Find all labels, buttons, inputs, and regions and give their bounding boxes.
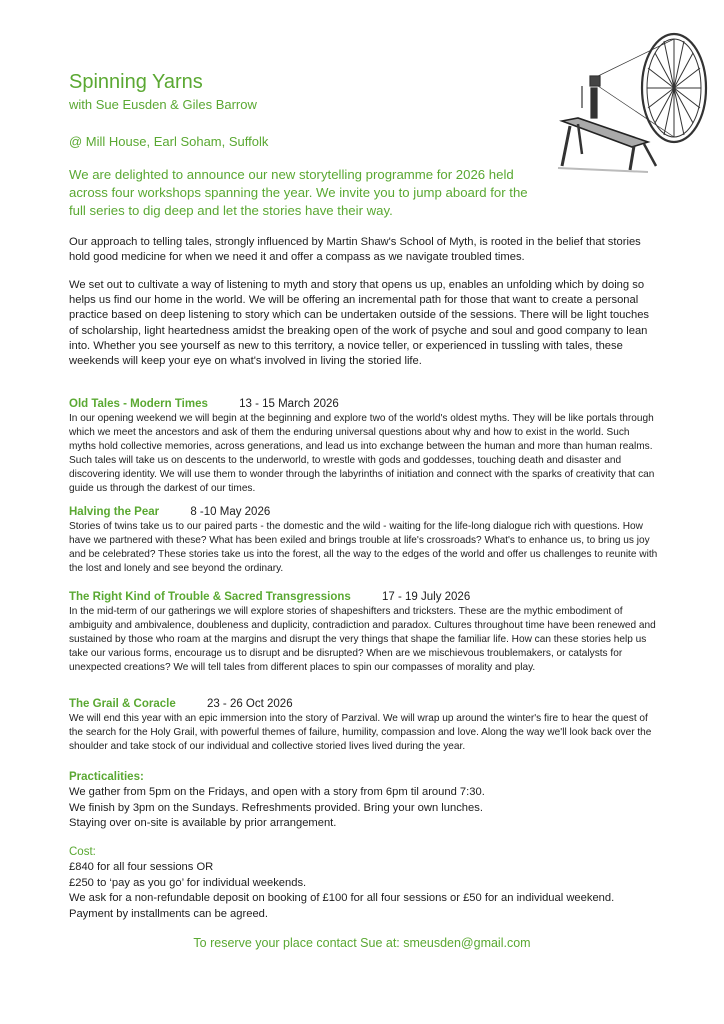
cost-section [69, 845, 659, 922]
session-title: The Grail & Coracle [69, 698, 176, 710]
practicalities-line: We gather from 5pm on the Fridays, and open with a story from 6pm til around 7:30. [69, 786, 485, 798]
session-description: Stories of twins take us to our paired parts - the domestic and the wild - waiting for the life-long dialogue rich with questions. How have we partnered with these? What has been exiled and brings trouble at life's crossroads? What's to enhance us, to bring us joy and be celebrated? These stories take us into the forest, all the way to the edges of the world and offer us challenges to reunite with the lost and lonely and see beyond the ordinary. [69, 521, 658, 574]
intro-text: We are delighted to announce our new storytelling programme for 2026 held across four workshops spanning the year. We invite you to jump aboard for the full series to dig deep and let the stories have their way. [69, 167, 528, 218]
session-date: 8 -10 May 2026 [190, 506, 271, 518]
cultivate-paragraph: We set out to cultivate a way of listening to myth and story that opens us up, enables an unfolding which by doing so helps us find our home in the world. We will be offering an incremental path for those that want to create a personal practice based on deep listening to story which can be undertaken outside of the sessions. There will be light touches of scholarship, light heartedness amidst the breaking open of the work of psyche and soul and good company to lean into. Whether you see yourself as new to this territory, a novice teller, or experienced in tussling with tales, these weekends will keep your eye on what's involved in living the storied life. [69, 279, 650, 368]
session-1 [69, 397, 659, 496]
spinning-wheel-illustration [548, 26, 718, 176]
cost-line: £250 to ‘pay as you go’ for individual weekends. [69, 876, 307, 889]
session-2 [69, 505, 659, 576]
practicalities-label: Practicalities: [69, 771, 144, 783]
session-title: The Right Kind of Trouble & Sacred Transgressions [69, 591, 351, 603]
cost-line: We ask for a non-refundable deposit on booking of £100 for all four sessions or £50 for an individual weekend. Payment by installments can be agreed. [69, 892, 615, 920]
session-3 [69, 590, 659, 675]
session-title: Old Tales - Modern Times [69, 398, 208, 410]
venue: @ Mill House, Earl Soham, Suffolk [69, 134, 269, 149]
session-date: 17 - 19 July 2026 [382, 591, 471, 603]
approach-paragraph: Our approach to telling tales, strongly influenced by Martin Shaw's School of Myth, is rooted in the belief that stories hold good medicine for when we need it and offer a compass as we navigate troubled times. [69, 236, 641, 264]
practicalities-line: We finish by 3pm on the Sundays. Refreshments provided. Bring your own lunches. [69, 801, 483, 814]
session-date: 13 - 15 March 2026 [239, 398, 339, 410]
session-description: We will end this year with an epic immersion into the story of Parzival. We will wrap up around the winter's fire to hear the quest of the search for the Holy Grail, with powerful themes of failure, humility, compassion and love. Along the way we'll look back over the shoulder and take stock of our individual and collective storied lives lived during the year. [69, 713, 652, 752]
session-description: In the mid-term of our gatherings we will explore stories of shapeshifters and tricksters. These are the mythic embodiment of ambiguity and ambivalence, doubleness and duplicity, contradiction and paradox. Cultures throughout time have been renewed and sustained by those who roam at the margins and disrupt the very things that shape the familiar life. How can these stories help us take our various forms, encourage us to disrupt and be disrupted? When are we mischievous troublemakers, or catalysts for unexpected creations? We will tell tales from different places to spin our compasses of morality and play. [69, 606, 656, 673]
page-title: Spinning Yarns [69, 71, 203, 93]
practicalities-section [69, 770, 629, 832]
cost-label: Cost: [69, 846, 96, 858]
subtitle: with Sue Eusden & Giles Barrow [69, 97, 257, 112]
session-description: In our opening weekend we will begin at the beginning and explore two of the world's oldest myths. They will be like portals through which we meet the ancestors and ask of them the enduring universal questions about why and how to exist in the world. Such myths hold collective memories, across generations, and lead us into exchange between the human and more than human realms. Such tales will take us on descents to the underworld, to wrestle with gods and goddesses, touching death and disaster and discovering identity. We will use them to wonder through the labyrinths of initiation and connect with the sparks of creativity that can guide us through the darkest of our times. [69, 413, 655, 494]
practicalities-line: Staying over on-site is available by prior arrangement. [69, 817, 337, 829]
session-4 [69, 697, 659, 754]
session-title: Halving the Pear [69, 506, 160, 518]
contact-line: To reserve your place contact Sue at: smeusden@gmail.com [193, 936, 531, 950]
cost-line: £840 for all four sessions OR [69, 861, 214, 873]
session-date: 23 - 26 Oct 2026 [206, 698, 293, 710]
